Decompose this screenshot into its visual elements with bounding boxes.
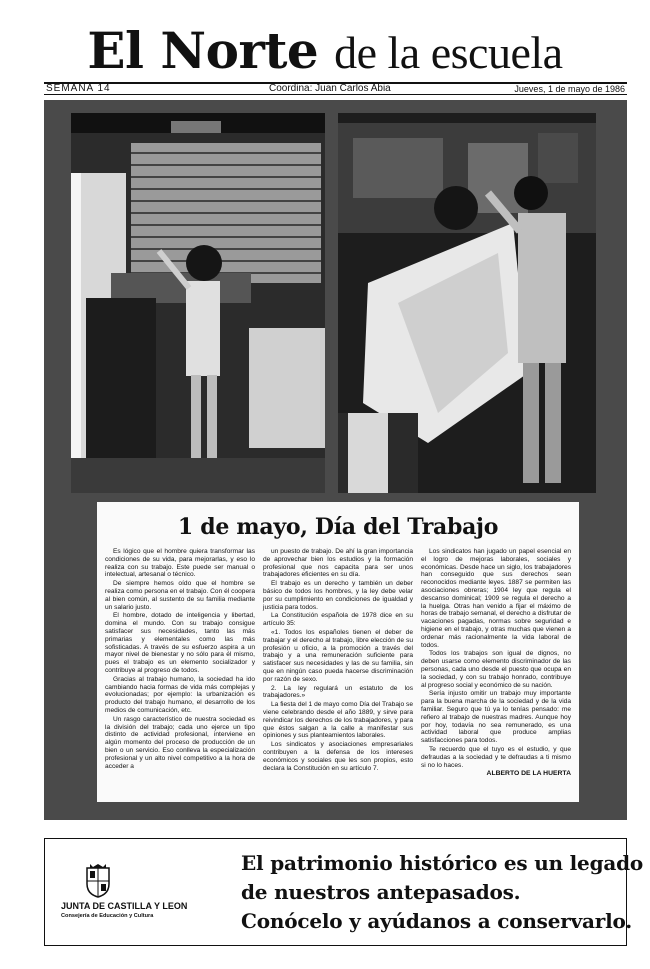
- coat-of-arms-icon: [85, 864, 111, 898]
- paragraph: Gracias al trabajo humano, la sociedad ha ido cambiando hacia formas de vida más complejas y evolucionadas; por ejemplo: la urbanización es producto del trabajo humano, el desarrollo de los medios de comunicación, etc.: [105, 675, 255, 714]
- paragraph: La Constitución española de 1978 dice en su artículo 35:: [263, 612, 413, 628]
- barber-photo-graphic: [338, 113, 596, 493]
- masthead: [40, 20, 610, 82]
- issue-week: SEMANA 14: [46, 83, 111, 94]
- article-box: [97, 502, 579, 802]
- paragraph: Los sindicatos han jugado un papel esencial en el logro de mejoras laborales, sociales y económicas. Desde hace un siglo, los trabajadores han conseguido que sus derechos sean reconocidos mediante leyes. 1887 se permiten las asociaciones obreras; 1904 ley que regula el descanso dominical; 1909 se regula el derecho a la huelga. Otras han venido a fijar el máximo de horas de trabajo semanal, el derecho a disfrutar de vacaciones pagadas, normas sobre seguridad e higiene en el trabajo, y otras muchas que vienen a ordenar más racionalmente la vida laboral de todos.: [421, 548, 571, 649]
- paragraph: El hombre, dotado de inteligencia y libertad, domina el mundo. Con su trabajo consigue satisfacer sus necesidades, tanto las más primarias y elementales como las más sofisticadas. A través de su esfuerzo aspira a un mayor nivel de bienestar y no sólo para él mismo, pues el trabajo es un elemento socializador y contribuye al progreso de todos.: [105, 612, 255, 674]
- paragraph: El trabajo es un derecho y también un deber básico de todos los hombres, y la ley debe velar por su cumplimiento en condiciones de igualdad y justicia para todos.: [263, 580, 413, 611]
- title-part-1: El Norte: [87, 21, 319, 80]
- newspaper-title: [40, 20, 610, 84]
- paragraph: Los sindicatos y asociaciones empresariales contribuyen a la defensa de los intereses económicos y sociales que les son propios, esto declara la Constitución en su artículo 7.: [263, 741, 413, 772]
- feature-panel: [44, 100, 627, 820]
- photo-young-barber: [338, 113, 596, 493]
- kitchen-photo-graphic: [71, 113, 325, 493]
- paragraph: Es lógico que el hombre quiera transformar las condiciones de su vida, para mejorarlas, y eso lo realiza con su trabajo. Este puede ser manual o intelectual, artesanal o técnico.: [105, 548, 255, 579]
- paragraph: 2. La ley regulará un estatuto de los trabajadores.»: [263, 684, 413, 700]
- heritage-advert: [44, 838, 644, 946]
- issue-coordinator: Coordina: Juan Carlos Abia: [269, 83, 391, 94]
- issue-date: Jueves, 1 de mayo de 1986: [514, 84, 625, 94]
- paragraph: Sería injusto omitir un trabajo muy importante para la buena marcha de la sociedad y de la vida familiar. Seguro que tú ya lo tenías pensado: me refiero al trabajo de nuestras madres. Aunque hoy por hoy, todavía no sea remunerado, es una actividad laboral que produce amplias satisfacciones para todos.: [421, 690, 571, 745]
- article-column-2: [263, 548, 413, 773]
- paragraph: un puesto de trabajo. De ahí la gran importancia de aprovechar bien los estudios y la formación profesional que nos capacita para ser unos trabajadores eficientes en su día.: [263, 548, 413, 579]
- advert-organization: JUNTA DE CASTILLA Y LEON: [61, 901, 188, 911]
- paragraph: La fiesta del 1 de mayo como Día del Trabajo se viene celebrando desde el año 1889, y sirve para reivindicar los derechos de los trabajadores, y para que éstos salgan a la calle a manifestar sus opiniones y sus planteamientos laborales.: [263, 701, 413, 740]
- paragraph: «1. Todos los españoles tienen el deber de trabajar y el derecho al trabajo, libre elección de su profesión u oficio, a la promoción a través del trabajo y a una remuneración suficiente para satisfacer sus necesidades y las de su familia, sin que en ningún caso pueda hacerse discriminación por razón de sexo.: [263, 628, 413, 683]
- article-column-3: [421, 548, 571, 778]
- paragraph: Todos los trabajos son igual de dignos, no deben usarse como elemento discriminador de las personas, cada uno desde el puesto que ocupa en la sociedad, y con su trabajo honrado, contribuye al progreso social y económico de su nación.: [421, 650, 571, 689]
- article-column-1: [105, 548, 255, 771]
- slogan-line-3: Conócelo y ayúdanos a conservarlo.: [241, 909, 633, 933]
- slogan-line-2: de nuestros antepasados.: [241, 880, 521, 904]
- article-headline: 1 de mayo, Día del Trabajo: [177, 514, 499, 540]
- photo-child-at-kitchen-sink: [71, 113, 325, 493]
- paragraph: Un rasgo característico de nuestra sociedad es la división del trabajo; cada uno ejerce un tipo distinto de actividad profesional, interviene en algún momento del proceso de producción de un bien o un servicio. Eso conlleva la especialización profesional y un alto nivel competitivo a la hora de acceder a: [105, 715, 255, 770]
- masthead-rule-bottom: [44, 94, 627, 95]
- paragraph: Te recuerdo que el tuyo es el estudio, y que defraudas a la sociedad y te defraudas a ti mismo si no lo haces.: [421, 745, 571, 769]
- article-signature: ALBERTO DE LA HUERTA: [486, 770, 571, 778]
- title-part-2: de la escuela: [334, 27, 563, 78]
- advert-slogan: [241, 849, 643, 936]
- advert-department: Consejería de Educación y Cultura: [61, 913, 154, 919]
- slogan-line-1: El patrimonio histórico es un legado: [241, 851, 644, 875]
- paragraph: De siempre hemos oído que el hombre se realiza como persona en el trabajo. Con él coopera al bien común, al sustento de su familia mediante un salario justo.: [105, 580, 255, 611]
